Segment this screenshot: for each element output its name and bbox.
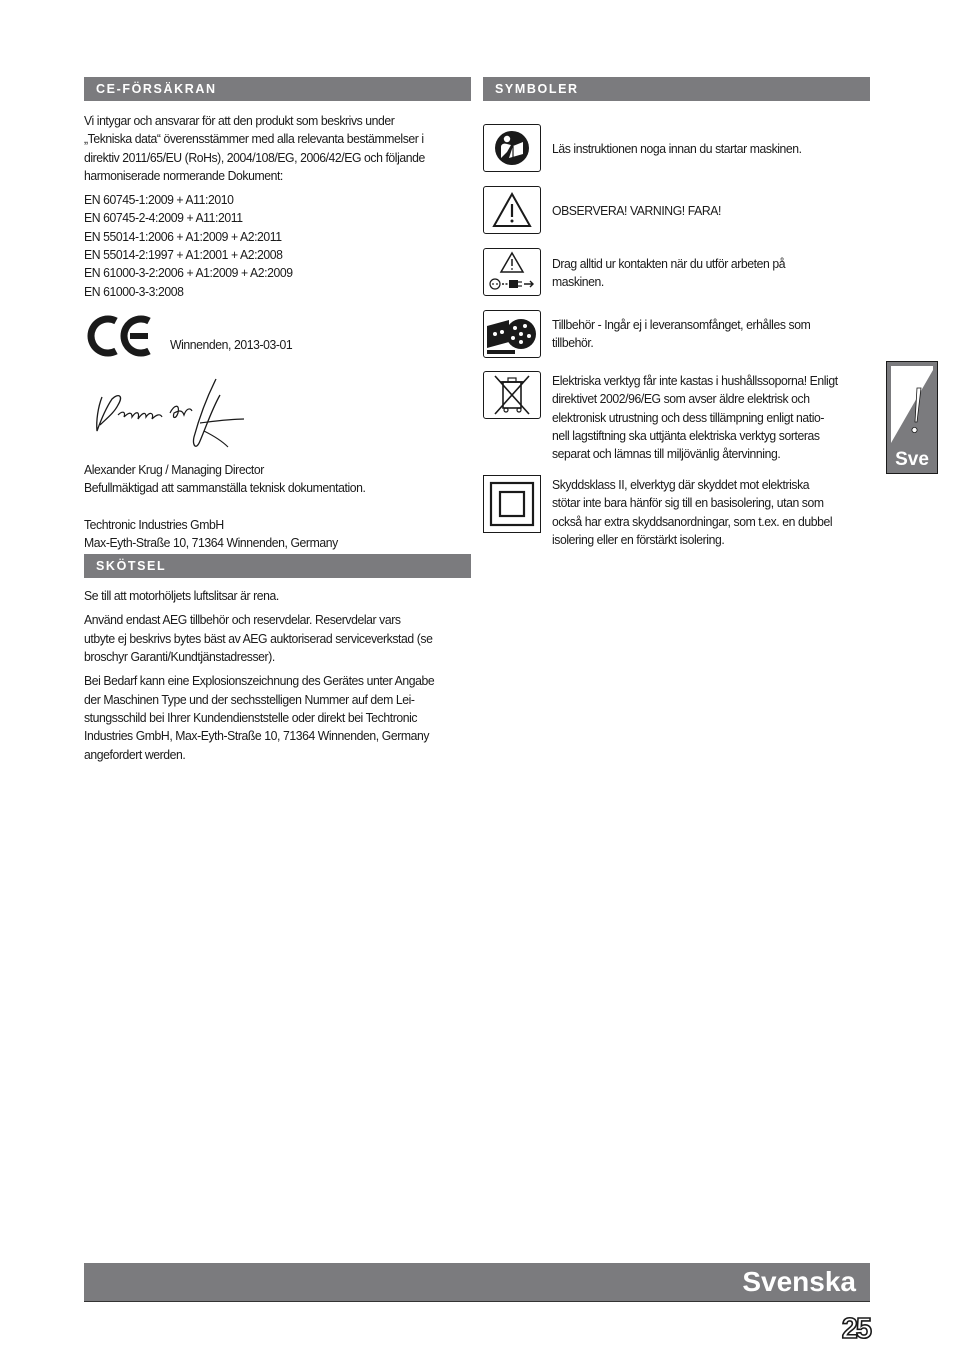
symbol-description [552, 124, 862, 158]
place-date: Winnenden, 2013-03-01 [170, 336, 293, 352]
symbol-description [552, 248, 862, 292]
page-number: 25 [841, 1313, 870, 1345]
symbol-line: Elektriska verktyg får inte kastas i hushållssoporna! Enligt [552, 373, 838, 388]
symbol-description [552, 475, 862, 549]
ce-intro [84, 112, 470, 185]
care-line: der Maschinen Type und der sechsstelligen Nummer auf dem Lei- [84, 691, 415, 707]
symbol-row [483, 186, 870, 220]
symbol-line: Drag alltid ur kontakten när du utför arbeten på [552, 256, 786, 271]
language-tab-label: Sve [895, 449, 929, 470]
symbol-line: isolering eller en förstärkt isolering. [552, 531, 725, 547]
symbol-line: separat och lämnas till miljövänlig återvinning. [552, 446, 781, 462]
standard-item: EN 61000-3-2:2006 + A1:2009 + A2:2009 [84, 265, 293, 281]
care-line: Bei Bedarf kann eine Explosionszeichnung des Gerätes unter Angabe [84, 673, 435, 689]
symbol-row [483, 475, 870, 549]
symbol-description [552, 371, 862, 463]
symbol-line: Tillbehör - Ingår ej i leveransomfånget, erhålles som [552, 317, 811, 332]
care-line: Industries GmbH, Max-Eyth-Straße 10, 71364 Winnenden, Germany [84, 728, 430, 744]
symbol-line: nell lagstiftning ska uttjänta elektriska verktyg sorteras [552, 427, 820, 443]
symbol-line: maskinen. [552, 274, 604, 290]
symbol-line: elektronisk utrustning och dess tillämpning enligt natio- [552, 409, 825, 425]
care-line: Se till att motorhöljets luftslitsar är rena. [84, 588, 279, 604]
company-address: Max-Eyth-Straße 10, 71364 Winnenden, Germany [84, 534, 338, 550]
symbol-line: OBSERVERA! VARNING! FARA! [552, 203, 721, 218]
crossed-bin-icon [483, 371, 541, 419]
unplug-warning-icon [483, 248, 541, 296]
care-line: angefordert werden. [84, 746, 186, 762]
symbols-section-heading: SYMBOLER [483, 77, 870, 101]
standard-item: EN 61000-3-3:2008 [84, 283, 184, 299]
care-line: utbyte ej beskrivs bytes bäst av AEG auktoriserad serviceverkstad (se [84, 630, 433, 646]
care-line: stungsschild bei Ihrer Kundendienststelle oder direkt bei Techtronic [84, 709, 418, 725]
symbol-line: Läs instruktionen noga innan du startar maskinen. [552, 141, 802, 156]
ce-intro-line: harmoniserade normerande Dokument: [84, 167, 283, 183]
symbol-line: tillbehör. [552, 335, 594, 351]
accessories-icon [483, 310, 541, 358]
right-column [483, 77, 870, 547]
standard-item: EN 55014-2:1997 + A1:2001 + A2:2008 [84, 247, 283, 263]
ce-mark-icon [86, 313, 154, 359]
footer-bar [84, 1263, 870, 1302]
care-line: broschyr Garanti/Kundtjänstadresser). [84, 649, 275, 665]
symbol-line: också har extra skyddsanordningar, som t.ex. en dubbel [552, 513, 833, 529]
left-column [84, 77, 471, 764]
symbol-row [483, 310, 870, 353]
signatory-name: Alexander Krug / Managing Director [84, 461, 264, 477]
standard-item: EN 55014-1:2006 + A1:2009 + A2:2011 [84, 228, 282, 244]
care-section-heading: SKÖTSEL [84, 554, 471, 578]
ce-mark-row [84, 311, 471, 373]
signatory-block [84, 461, 470, 552]
ce-intro-line: Vi intygar och ansvarar för att den produkt som beskrivs under [84, 113, 395, 128]
symbol-description [552, 310, 862, 353]
language-tab [886, 361, 938, 474]
care-line: Använd endast AEG tillbehör och reservdelar. Reservdelar vars [84, 612, 401, 628]
care-text [84, 587, 470, 764]
ce-section-heading: CE-FÖRSÄKRAN [84, 77, 471, 101]
authorization-note: Befullmäktigad att sammanställa teknisk dokumentation. [84, 480, 366, 496]
warning-triangle-icon [483, 186, 541, 234]
exclamation-icon [891, 366, 933, 443]
read-manual-icon [483, 124, 541, 172]
standards-list [84, 191, 470, 301]
symbol-line: Skyddsklass II, elverktyg där skyddet mot elektriska [552, 477, 810, 492]
ce-intro-line: „Tekniska data“ överensstämmer med alla relevanta bestämmelser i [84, 131, 424, 147]
symbol-row [483, 371, 870, 463]
symbol-line: direktivet 2002/96/EG som avser äldre elektrisk och [552, 391, 810, 407]
standard-item: EN 60745-1:2009 + A11:2010 [84, 192, 234, 208]
signature-image [88, 375, 248, 457]
footer-language-title: Svenska [742, 1266, 856, 1297]
symbol-description [552, 186, 862, 220]
language-tab-icon-box [891, 366, 933, 443]
double-insulation-icon [483, 475, 541, 533]
ce-intro-line: direktiv 2011/65/EU (RoHs), 2004/108/EG, 2006/42/EG och följande [84, 149, 425, 165]
company-name: Techtronic Industries GmbH [84, 516, 224, 532]
symbol-line: stötar inte bara hänför sig till en basisolering, utan som [552, 495, 824, 511]
symbol-row [483, 124, 870, 158]
standard-item: EN 60745-2-4:2009 + A11:2011 [84, 210, 243, 226]
symbol-row [483, 248, 870, 292]
